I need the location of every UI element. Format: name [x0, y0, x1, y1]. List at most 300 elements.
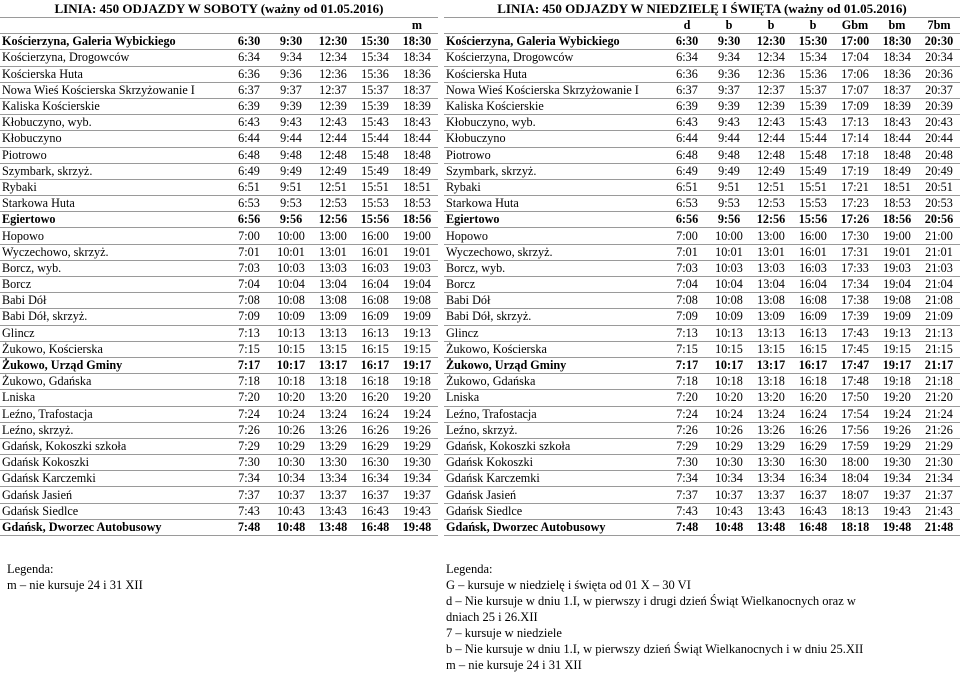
departure-time: 10:00	[270, 228, 312, 244]
departure-time: 10:48	[270, 519, 312, 535]
departure-time: 19:34	[396, 471, 438, 487]
stop-name: Babi Dół, skrzyż.	[444, 309, 666, 325]
departure-time: 16:03	[792, 260, 834, 276]
legend-item: b – Nie kursuje w dniu 1.I, w pierwszy dzień Świąt Wielkanocnych i w dniu 25.XII	[446, 642, 864, 656]
departure-time: 9:51	[270, 179, 312, 195]
departure-time: 19:48	[396, 519, 438, 535]
departure-time: 6:48	[666, 147, 708, 163]
departure-time: 17:19	[834, 163, 876, 179]
departure-time: 12:30	[312, 34, 354, 50]
stop-name: Hopowo	[0, 228, 228, 244]
departure-time: 15:43	[354, 115, 396, 131]
departure-time: 18:07	[834, 487, 876, 503]
departure-time: 15:34	[354, 50, 396, 66]
departure-time: 13:29	[750, 438, 792, 454]
timetable-row	[0, 179, 438, 195]
departure-time: 16:37	[354, 487, 396, 503]
departure-time: 16:29	[354, 438, 396, 454]
departure-time: 12:30	[750, 34, 792, 50]
departure-time: 20:37	[918, 82, 960, 98]
departure-time: 12:43	[750, 115, 792, 131]
departure-time: 17:47	[834, 357, 876, 373]
departure-time: 20:53	[918, 196, 960, 212]
departure-time: 19:13	[396, 325, 438, 341]
departure-time: 10:48	[708, 519, 750, 535]
departure-time: 9:48	[708, 147, 750, 163]
departure-time: 21:00	[918, 228, 960, 244]
departure-time: 19:37	[396, 487, 438, 503]
departure-time: 18:30	[876, 34, 918, 50]
departure-time: 19:17	[396, 357, 438, 373]
departure-time: 10:18	[270, 374, 312, 390]
departure-time: 19:04	[876, 277, 918, 293]
departure-time: 15:53	[792, 196, 834, 212]
stop-name: Kłobuczyno	[444, 131, 666, 147]
timetable-row	[444, 519, 960, 535]
departure-time: 15:51	[354, 179, 396, 195]
stop-name: Gdańsk, Dworzec Autobusowy	[0, 519, 228, 535]
departure-time: 6:53	[228, 196, 270, 212]
departure-time: 7:37	[666, 487, 708, 503]
departure-time: 20:56	[918, 212, 960, 228]
departure-time: 15:43	[792, 115, 834, 131]
timetable-row	[444, 341, 960, 357]
departure-time: 12:48	[312, 147, 354, 163]
departure-time: 13:37	[750, 487, 792, 503]
stop-name: Rybaki	[0, 179, 228, 195]
departure-time: 20:44	[918, 131, 960, 147]
departure-time: 21:15	[918, 341, 960, 357]
departure-time: 13:37	[312, 487, 354, 503]
departure-time: 10:34	[708, 471, 750, 487]
departure-time: 13:18	[312, 374, 354, 390]
stop-name: Leźno, skrzyż.	[444, 422, 666, 438]
departure-time: 7:18	[228, 374, 270, 390]
departure-time: 21:17	[918, 357, 960, 373]
departure-time: 18:36	[876, 66, 918, 82]
departure-time: 15:30	[792, 34, 834, 50]
departure-time: 16:04	[792, 277, 834, 293]
departure-time: 10:30	[270, 455, 312, 471]
timetable-row	[0, 374, 438, 390]
departure-time: 9:30	[708, 34, 750, 50]
departure-time: 13:01	[312, 244, 354, 260]
departure-time: 13:34	[312, 471, 354, 487]
stop-name: Lniska	[444, 390, 666, 406]
departure-time: 7:09	[666, 309, 708, 325]
departure-time: 10:43	[270, 503, 312, 519]
header-row	[444, 18, 960, 34]
departure-time: 6:56	[666, 212, 708, 228]
departure-time: 10:09	[708, 309, 750, 325]
departure-time: 12:39	[312, 98, 354, 114]
departure-time: 6:43	[666, 115, 708, 131]
departure-time: 7:15	[666, 341, 708, 357]
header-marker-cell: bm	[876, 18, 918, 34]
departure-time: 12:43	[312, 115, 354, 131]
departure-time: 13:08	[750, 293, 792, 309]
timetable-row	[444, 374, 960, 390]
departure-time: 7:34	[666, 471, 708, 487]
departure-time: 7:18	[666, 374, 708, 390]
departure-time: 15:36	[354, 66, 396, 82]
departure-time: 10:03	[708, 260, 750, 276]
departure-time: 18:48	[876, 147, 918, 163]
departure-time: 15:36	[792, 66, 834, 82]
departure-time: 17:21	[834, 179, 876, 195]
departure-time: 21:04	[918, 277, 960, 293]
departure-time: 7:29	[666, 438, 708, 454]
departure-time: 6:30	[228, 34, 270, 50]
departure-time: 15:30	[354, 34, 396, 50]
timetable-row	[0, 50, 438, 66]
timetable-row	[0, 212, 438, 228]
departure-time: 10:20	[270, 390, 312, 406]
departure-time: 10:13	[708, 325, 750, 341]
departure-time: 6:39	[228, 98, 270, 114]
header-marker-cell: b	[792, 18, 834, 34]
departure-time: 17:43	[834, 325, 876, 341]
departure-time: 10:26	[270, 422, 312, 438]
departure-time: 12:37	[312, 82, 354, 98]
departure-time: 16:30	[354, 455, 396, 471]
departure-time: 20:36	[918, 66, 960, 82]
departure-time: 13:13	[312, 325, 354, 341]
departure-time: 9:36	[708, 66, 750, 82]
departure-time: 20:51	[918, 179, 960, 195]
departure-time: 16:00	[792, 228, 834, 244]
departure-time: 9:34	[270, 50, 312, 66]
stop-name: Borcz	[444, 277, 666, 293]
departure-time: 16:24	[354, 406, 396, 422]
departure-time: 13:17	[312, 357, 354, 373]
departure-time: 19:18	[876, 374, 918, 390]
departure-time: 6:49	[666, 163, 708, 179]
stop-name: Żukowo, Urząd Gminy	[0, 357, 228, 373]
stop-name: Nowa Wieś Kościerska Skrzyżowanie I	[0, 82, 228, 98]
timetable-row	[444, 422, 960, 438]
departure-time: 10:15	[270, 341, 312, 357]
departure-time: 15:44	[792, 131, 834, 147]
departure-time: 13:00	[312, 228, 354, 244]
departure-time: 10:03	[270, 260, 312, 276]
departure-time: 17:07	[834, 82, 876, 98]
departure-time: 7:43	[666, 503, 708, 519]
departure-time: 19:15	[396, 341, 438, 357]
stop-name: Babi Dół	[0, 293, 228, 309]
departure-time: 15:34	[792, 50, 834, 66]
departure-time: 16:15	[792, 341, 834, 357]
departure-time: 9:49	[708, 163, 750, 179]
departure-time: 21:30	[918, 455, 960, 471]
departure-time: 15:39	[792, 98, 834, 114]
departure-time: 7:20	[666, 390, 708, 406]
departure-time: 21:48	[918, 519, 960, 535]
timetable-row	[0, 519, 438, 535]
departure-time: 9:39	[708, 98, 750, 114]
stop-name: Żukowo, Gdańska	[0, 374, 228, 390]
timetable-row	[444, 196, 960, 212]
header-marker-cell	[270, 18, 312, 34]
departure-time: 16:09	[354, 309, 396, 325]
departure-time: 10:26	[708, 422, 750, 438]
stop-name: Babi Dół, skrzyż.	[0, 309, 228, 325]
departure-time: 7:08	[228, 293, 270, 309]
saturday-table	[0, 17, 438, 536]
departure-time: 16:26	[354, 422, 396, 438]
departure-time: 15:56	[792, 212, 834, 228]
departure-time: 13:48	[312, 519, 354, 535]
stop-name: Leźno, Trafostacja	[444, 406, 666, 422]
timetable-row	[444, 98, 960, 114]
departure-time: 12:44	[312, 131, 354, 147]
departure-time: 6:39	[666, 98, 708, 114]
departure-time: 19:48	[876, 519, 918, 535]
legend-item: d – Nie kursuje w dniu 1.I, w pierwszy i drugi dzień Świąt Wielkanocnych oraz w dniach 25 i 26.XII	[446, 594, 856, 624]
departure-time: 9:37	[708, 82, 750, 98]
stop-name: Egiertowo	[444, 212, 666, 228]
departure-time: 9:34	[708, 50, 750, 66]
stop-name: Kościerzyna, Drogowców	[0, 50, 228, 66]
departure-time: 7:00	[228, 228, 270, 244]
header-stop-cell	[444, 18, 666, 34]
departure-time: 6:36	[666, 66, 708, 82]
departure-time: 7:30	[228, 455, 270, 471]
timetable-row	[0, 34, 438, 50]
departure-time: 7:24	[666, 406, 708, 422]
timetable-row	[444, 50, 960, 66]
departure-time: 10:17	[708, 357, 750, 373]
departure-time: 9:37	[270, 82, 312, 98]
legend-title: Legenda:	[7, 562, 54, 576]
timetable-row	[0, 260, 438, 276]
departure-time: 19:37	[876, 487, 918, 503]
stop-name: Kościerzyna, Galeria Wybickiego	[444, 34, 666, 50]
departure-time: 10:29	[270, 438, 312, 454]
departure-time: 7:04	[228, 277, 270, 293]
departure-time: 19:09	[396, 309, 438, 325]
departure-time: 9:44	[708, 131, 750, 147]
departure-time: 7:43	[228, 503, 270, 519]
sunday-timetable	[444, 0, 960, 536]
departure-time: 19:29	[876, 438, 918, 454]
departure-time: 21:26	[918, 422, 960, 438]
departure-time: 17:50	[834, 390, 876, 406]
departure-time: 17:18	[834, 147, 876, 163]
stop-name: Szymbark, skrzyż.	[0, 163, 228, 179]
departure-time: 13:04	[750, 277, 792, 293]
timetable-row	[0, 98, 438, 114]
departure-time: 12:34	[750, 50, 792, 66]
sunday-table	[444, 17, 960, 536]
departure-time: 10:37	[708, 487, 750, 503]
timetable-row	[444, 471, 960, 487]
departure-time: 16:26	[792, 422, 834, 438]
departure-time: 10:18	[708, 374, 750, 390]
departure-time: 13:34	[750, 471, 792, 487]
departure-time: 9:36	[270, 66, 312, 82]
departure-time: 21:24	[918, 406, 960, 422]
departure-time: 16:08	[792, 293, 834, 309]
departure-time: 9:43	[708, 115, 750, 131]
departure-time: 21:18	[918, 374, 960, 390]
timetable-row	[0, 503, 438, 519]
departure-time: 17:23	[834, 196, 876, 212]
departure-time: 10:01	[708, 244, 750, 260]
departure-time: 18:56	[396, 212, 438, 228]
departure-time: 9:49	[270, 163, 312, 179]
departure-time: 15:48	[792, 147, 834, 163]
departure-time: 7:37	[228, 487, 270, 503]
departure-time: 16:13	[792, 325, 834, 341]
departure-time: 21:43	[918, 503, 960, 519]
stop-name: Gdańsk, Kokoszki szkoła	[444, 438, 666, 454]
departure-time: 18:39	[396, 98, 438, 114]
departure-time: 17:45	[834, 341, 876, 357]
departure-time: 10:04	[708, 277, 750, 293]
departure-time: 17:00	[834, 34, 876, 50]
timetable-row	[0, 357, 438, 373]
departure-time: 15:44	[354, 131, 396, 147]
departure-time: 19:43	[876, 503, 918, 519]
timetable-row	[0, 244, 438, 260]
header-marker-cell: Gbm	[834, 18, 876, 34]
departure-time: 18:13	[834, 503, 876, 519]
timetable-row	[0, 115, 438, 131]
departure-time: 10:01	[270, 244, 312, 260]
departure-time: 17:48	[834, 374, 876, 390]
departure-time: 20:48	[918, 147, 960, 163]
departure-time: 16:37	[792, 487, 834, 503]
departure-time: 17:31	[834, 244, 876, 260]
departure-time: 18:37	[396, 82, 438, 98]
departure-time: 7:48	[228, 519, 270, 535]
departure-time: 18:51	[876, 179, 918, 195]
departure-time: 19:00	[876, 228, 918, 244]
timetable-row	[444, 438, 960, 454]
departure-time: 7:34	[228, 471, 270, 487]
timetable-row	[0, 341, 438, 357]
timetable-row	[0, 325, 438, 341]
departure-time: 6:43	[228, 115, 270, 131]
timetable-row	[444, 357, 960, 373]
departure-time: 6:44	[666, 131, 708, 147]
departure-time: 9:39	[270, 98, 312, 114]
departure-time: 7:04	[666, 277, 708, 293]
stop-name: Żukowo, Kościerska	[0, 341, 228, 357]
departure-time: 13:20	[750, 390, 792, 406]
departure-time: 10:09	[270, 309, 312, 325]
departure-time: 10:00	[708, 228, 750, 244]
stop-name: Kościerzyna, Galeria Wybickiego	[0, 34, 228, 50]
departure-time: 17:59	[834, 438, 876, 454]
departure-time: 19:01	[396, 244, 438, 260]
departure-time: 17:09	[834, 98, 876, 114]
departure-time: 21:13	[918, 325, 960, 341]
departure-time: 20:43	[918, 115, 960, 131]
stop-name: Piotrowo	[0, 147, 228, 163]
departure-time: 18:48	[396, 147, 438, 163]
stop-name: Rybaki	[444, 179, 666, 195]
departure-time: 13:01	[750, 244, 792, 260]
timetable-row	[0, 163, 438, 179]
legend-item: 7 – kursuje w niedziele	[446, 626, 562, 640]
departure-time: 21:09	[918, 309, 960, 325]
stop-name: Gdańsk Siedlce	[0, 503, 228, 519]
departure-time: 10:08	[708, 293, 750, 309]
departure-time: 17:54	[834, 406, 876, 422]
departure-time: 10:30	[708, 455, 750, 471]
stop-name: Nowa Wieś Kościerska Skrzyżowanie I	[444, 82, 666, 98]
header-row	[0, 18, 438, 34]
departure-time: 10:08	[270, 293, 312, 309]
departure-time: 6:53	[666, 196, 708, 212]
departure-time: 6:34	[666, 50, 708, 66]
header-marker-cell: 7bm	[918, 18, 960, 34]
departure-time: 13:00	[750, 228, 792, 244]
departure-time: 16:00	[354, 228, 396, 244]
departure-time: 17:33	[834, 260, 876, 276]
departure-time: 16:01	[354, 244, 396, 260]
departure-time: 17:04	[834, 50, 876, 66]
timetable-row	[0, 196, 438, 212]
departure-time: 19:01	[876, 244, 918, 260]
departure-time: 17:13	[834, 115, 876, 131]
departure-time: 7:20	[228, 390, 270, 406]
header-marker-cell: m	[396, 18, 438, 34]
departure-time: 13:15	[750, 341, 792, 357]
departure-time: 16:17	[792, 357, 834, 373]
departure-time: 18:53	[396, 196, 438, 212]
departure-time: 6:30	[666, 34, 708, 50]
departure-time: 16:17	[354, 357, 396, 373]
departure-time: 20:30	[918, 34, 960, 50]
departure-time: 9:56	[708, 212, 750, 228]
stop-name: Żukowo, Kościerska	[444, 341, 666, 357]
departure-time: 7:26	[228, 422, 270, 438]
stop-name: Borcz, wyb.	[0, 260, 228, 276]
departure-time: 12:49	[750, 163, 792, 179]
departure-time: 17:06	[834, 66, 876, 82]
stop-name: Kaliska Kościerskie	[0, 98, 228, 114]
stop-name: Wyczechowo, skrzyż.	[0, 244, 228, 260]
timetable-row	[0, 487, 438, 503]
departure-time: 18:18	[834, 519, 876, 535]
departure-time: 20:39	[918, 98, 960, 114]
departure-time: 13:13	[750, 325, 792, 341]
stop-name: Glincz	[0, 325, 228, 341]
stop-name: Szymbark, skrzyż.	[444, 163, 666, 179]
timetable-row	[0, 82, 438, 98]
departure-time: 18:51	[396, 179, 438, 195]
stop-name: Gdańsk, Dworzec Autobusowy	[444, 519, 666, 535]
departure-time: 16:24	[792, 406, 834, 422]
stop-name: Kłobuczyno	[0, 131, 228, 147]
departure-time: 16:20	[354, 390, 396, 406]
departure-time: 19:08	[396, 293, 438, 309]
departure-time: 10:13	[270, 325, 312, 341]
timetable-row	[0, 147, 438, 163]
departure-time: 21:03	[918, 260, 960, 276]
departure-time: 7:48	[666, 519, 708, 535]
legend-title: Legenda:	[446, 562, 493, 576]
departure-time: 13:24	[750, 406, 792, 422]
departure-time: 10:20	[708, 390, 750, 406]
stop-name: Gdańsk Karczemki	[0, 471, 228, 487]
departure-time: 19:29	[396, 438, 438, 454]
departure-time: 18:34	[876, 50, 918, 66]
departure-time: 12:37	[750, 82, 792, 98]
